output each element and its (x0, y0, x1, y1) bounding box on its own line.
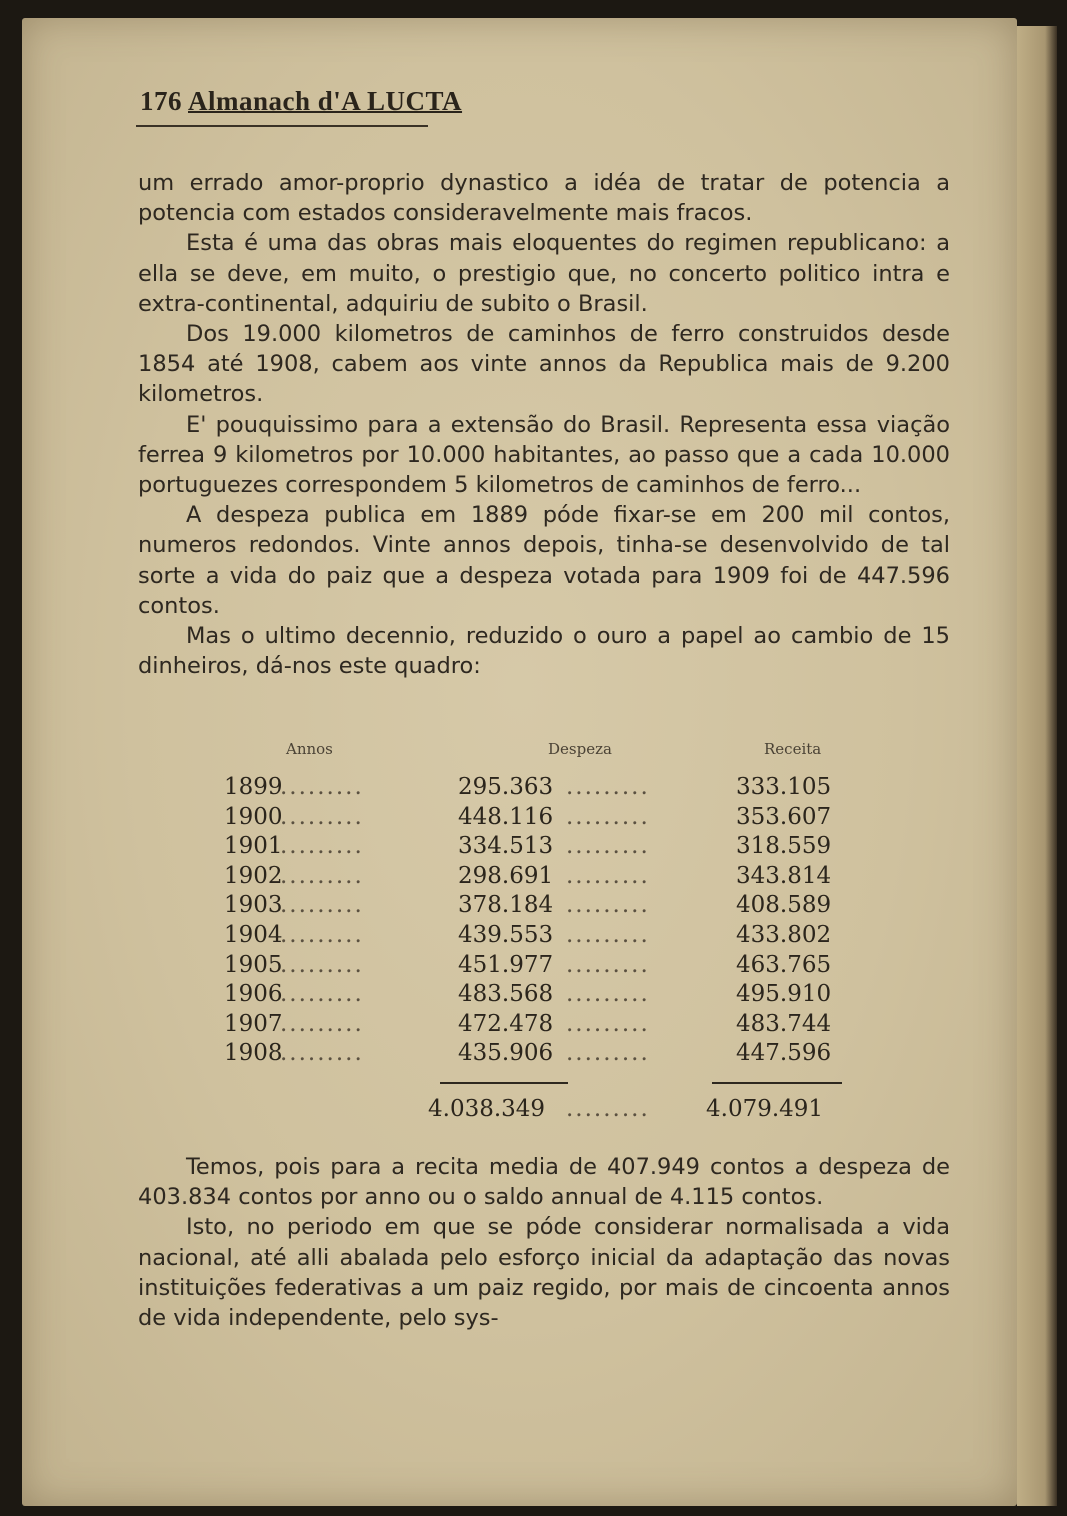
leader-dots: ......... (566, 862, 650, 889)
leader-dots: ......... (566, 774, 650, 800)
expense-cell: 334.513 (458, 833, 554, 860)
expense-cell: 295.363 (458, 774, 554, 800)
revenue-cell: 333.105 (736, 774, 832, 800)
year-cell: 1900 (224, 803, 283, 830)
paragraph: Isto, no periodo em que se póde considerar normalisada a vida nacional, até alli abalada pelo esforço inicial da adaptação das novas instituições federativas a um paiz regido, por mais de cincoenta annos de vida independente, pelo sys- (138, 1214, 950, 1332)
table-row (150, 1040, 910, 1070)
table-row (150, 1011, 910, 1041)
expense-cell: 378.184 (458, 892, 554, 919)
leader-dots: ......... (566, 892, 650, 919)
header-rule (136, 125, 428, 127)
leader-dots: ......... (566, 833, 650, 860)
expense-cell: 435.906 (458, 1040, 554, 1067)
leader-dots: ......... (280, 833, 364, 860)
expense-cell: 439.553 (458, 921, 554, 948)
table-row (150, 833, 910, 863)
paragraph: E' pouquissimo para a extensão do Brasil. Representa essa viação ferrea 9 kilometros por 10.000 habitantes, ao passo que a cada 10.000 portuguezes correspondem 5 kilometros de caminhos de ferro... (138, 411, 950, 499)
table-row (150, 981, 910, 1011)
leader-dots: ......... (280, 1040, 364, 1067)
expense-cell: 448.116 (458, 803, 554, 830)
totals-row (150, 1096, 910, 1128)
header-expense: Despeza (548, 740, 612, 758)
year-cell: 1903 (224, 892, 283, 919)
body-text-top (138, 168, 950, 681)
year-cell: 1902 (224, 862, 283, 889)
leader-dots: ......... (566, 1040, 650, 1067)
revenue-cell: 433.802 (736, 921, 832, 948)
running-header (140, 86, 462, 117)
leader-dots: ......... (280, 774, 364, 800)
revenue-cell: 408.589 (736, 892, 832, 919)
revenue-cell: 495.910 (736, 981, 832, 1008)
sum-rule-revenue (712, 1082, 842, 1084)
revenue-cell: 483.744 (736, 1010, 832, 1037)
year-cell: 1905 (224, 951, 283, 978)
page-number: 176 (140, 86, 182, 116)
paragraph: Esta é uma das obras mais eloquentes do regimen republicano: a ella se deve, em muito, o prestigio que, no concerto politico intra e extra-continental, adquiriu de subito o Brasil. (138, 230, 950, 317)
leader-dots: ......... (280, 921, 364, 948)
total-expense: 4.038.349 (428, 1096, 546, 1122)
table-row (150, 952, 910, 982)
table-row (150, 922, 910, 952)
expense-cell: 451.977 (458, 951, 554, 978)
table-rows (150, 774, 910, 1070)
paragraph: Mas o ultimo decennio, reduzido o ouro a papel ao cambio de 15 dinheiros, dá-nos este quadro: (138, 623, 950, 680)
year-cell: 1901 (224, 833, 283, 860)
leader-dots: ......... (280, 862, 364, 889)
leader-dots: ......... (566, 981, 650, 1008)
year-cell: 1899 (224, 774, 283, 800)
header-revenue: Receita (764, 740, 822, 758)
leader-dots: ......... (280, 803, 364, 830)
table-row (150, 774, 910, 804)
body-text-bottom (138, 1152, 950, 1333)
table-row (150, 863, 910, 893)
leader-dots: ......... (566, 921, 650, 948)
year-cell: 1907 (224, 1010, 283, 1037)
sum-rule-expense (440, 1082, 568, 1084)
header-title: Almanach d'A LUCTA (188, 86, 463, 116)
paragraph: Dos 19.000 kilometros de caminhos de ferro construidos desde 1854 até 1908, cabem aos vinte annos da Republica mais de 9.200 kilometros. (138, 321, 950, 408)
expense-cell: 298.691 (458, 862, 554, 889)
revenue-cell: 463.765 (736, 951, 832, 978)
leader-dots: ......... (280, 981, 364, 1008)
total-leader: ......... (566, 1096, 650, 1122)
leader-dots: ......... (566, 803, 650, 830)
revenue-cell: 447.596 (736, 1040, 832, 1067)
leader-dots: ......... (280, 951, 364, 978)
year-cell: 1904 (224, 921, 283, 948)
leader-dots: ......... (280, 892, 364, 919)
table-row (150, 804, 910, 834)
expense-cell: 483.568 (458, 981, 554, 1008)
expense-cell: 472.478 (458, 1010, 554, 1037)
leader-dots: ......... (566, 951, 650, 978)
total-revenue: 4.079.491 (706, 1096, 824, 1122)
leader-dots: ......... (566, 1010, 650, 1037)
paragraph: A despeza publica em 1889 póde fixar-se em 200 mil contos, numeros redondos. Vinte annos depois, tinha-se desenvolvido de tal sorte a vida do paiz que a despeza votada para 1909 foi de 447.596 contos. (138, 502, 950, 619)
page-edge (1017, 26, 1057, 1506)
revenue-cell: 343.814 (736, 862, 832, 889)
table-row (150, 892, 910, 922)
year-cell: 1908 (224, 1040, 283, 1067)
paragraph: Temos, pois para a recita media de 407.949 contos a despeza de 403.834 contos por anno ou o saldo annual de 4.115 contos. (138, 1154, 950, 1211)
year-cell: 1906 (224, 981, 283, 1008)
revenue-cell: 318.559 (736, 833, 832, 860)
paragraph: um errado amor-proprio dynastico a idéa de tratar de potencia a potencia com estados consideravelmente mais fracos. (138, 170, 950, 227)
leader-dots: ......... (280, 1010, 364, 1037)
revenue-cell: 353.607 (736, 803, 832, 830)
header-years: Annos (286, 740, 333, 758)
